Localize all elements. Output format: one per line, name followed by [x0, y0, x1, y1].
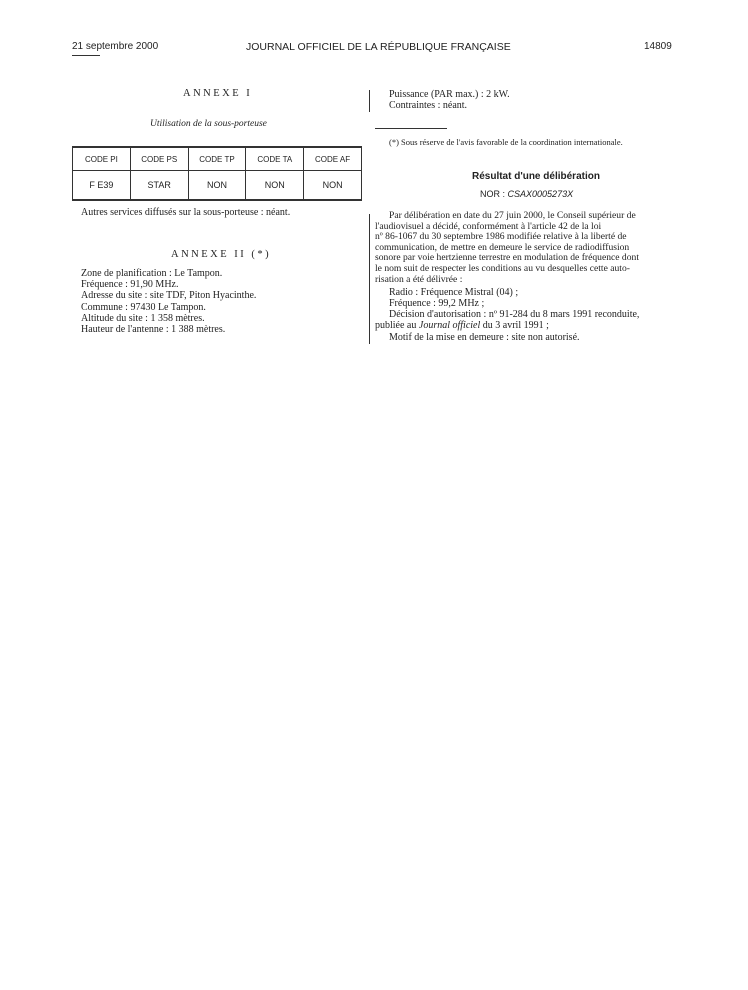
publication-pre: publiée au	[375, 320, 419, 331]
table-cell: NON	[188, 171, 246, 201]
table-cell: F E39	[73, 171, 131, 201]
annexe-1-title: ANNEXE I	[183, 88, 253, 99]
detail-line: Zone de planification : Le Tampon.	[81, 268, 223, 279]
paragraph-line: le nom suit de respecter les conditions au vu desquelles cette auto-	[375, 262, 630, 274]
motif-line: Motif de la mise en demeure : site non autorisé.	[389, 332, 580, 343]
table-header-cell: CODE AF	[304, 147, 362, 171]
radio-details	[389, 287, 639, 321]
table-cell: NON	[304, 171, 362, 201]
nor-label: NOR :	[480, 189, 506, 199]
header-rule	[72, 55, 100, 56]
paragraph-line: l'audiovisuel a décidé, conformément à l'article 42 de la loi	[375, 220, 602, 232]
table-header-cell: CODE TA	[246, 147, 304, 171]
table-cell: NON	[246, 171, 304, 201]
radio-line: Radio : Fréquence Mistral (04) ;	[389, 287, 519, 298]
nor-code: CSAX0005273X	[507, 189, 574, 199]
page-number: 14809	[644, 41, 672, 52]
column-divider	[369, 90, 370, 112]
right-top-lines	[389, 89, 510, 111]
autres-services: Autres services diffusés sur la sous-porteuse : néant.	[81, 207, 291, 218]
deliberation-paragraph	[375, 211, 671, 285]
nor-reference	[480, 189, 573, 199]
footnote: (*) Sous réserve de l'avis favorable de la coordination internationale.	[389, 137, 623, 147]
journal-title: JOURNAL OFFICIEL DE LA RÉPUBLIQUE FRANÇAISE	[246, 41, 511, 53]
annexe-2-details	[81, 268, 256, 335]
header-date: 21 septembre 2000	[72, 41, 159, 52]
resultat-title: Résultat d'une délibération	[472, 171, 600, 182]
paragraph-line: sonore par voie hertzienne terrestre en modulation de fréquence dont	[375, 252, 639, 264]
annexe-1-subtitle: Utilisation de la sous-porteuse	[150, 119, 267, 129]
paragraph-line: Par délibération en date du 27 juin 2000, le Conseil supérieur de	[389, 210, 636, 221]
column-divider	[369, 214, 370, 344]
detail-line: Commune : 97430 Le Tampon.	[81, 301, 206, 313]
contraintes-line: Contraintes : néant.	[389, 100, 468, 112]
paragraph-line: nº 86-1067 du 30 septembre 1986 modifiée relative à la liberté de	[375, 231, 627, 243]
sous-porteuse-table	[72, 146, 362, 201]
journal-officiel: Journal officiel	[418, 320, 481, 331]
table-header-row	[73, 147, 362, 171]
decision-line: Décision d'autorisation : nº 91-284 du 8 mars 1991 reconduite,	[389, 309, 640, 321]
table-header-cell: CODE PI	[73, 147, 131, 171]
paragraph-line: communication, de mettre en demeure le service de radiodiffusion	[375, 241, 630, 253]
footnote-rule	[375, 128, 447, 129]
detail-line: Hauteur de l'antenne : 1 388 mètres.	[81, 324, 226, 336]
detail-line: Adresse du site : site TDF, Piton Hyacinthe.	[81, 290, 257, 302]
frequence-line: Fréquence : 99,2 MHz ;	[389, 298, 485, 310]
table-header-cell: CODE PS	[130, 147, 188, 171]
paragraph-line: risation a été délivrée :	[375, 273, 463, 285]
table-cell: STAR	[130, 171, 188, 201]
puissance-line: Puissance (PAR max.) : 2 kW.	[389, 89, 510, 100]
table-row	[73, 171, 362, 201]
detail-line: Altitude du site : 1 358 mètres.	[81, 312, 205, 324]
detail-line: Fréquence : 91,90 MHz.	[81, 279, 179, 291]
annexe-2-title: ANNEXE II (*)	[171, 249, 272, 260]
publication-line	[375, 320, 549, 331]
publication-post: du 3 avril 1991 ;	[480, 320, 549, 331]
table-header-cell: CODE TP	[188, 147, 246, 171]
